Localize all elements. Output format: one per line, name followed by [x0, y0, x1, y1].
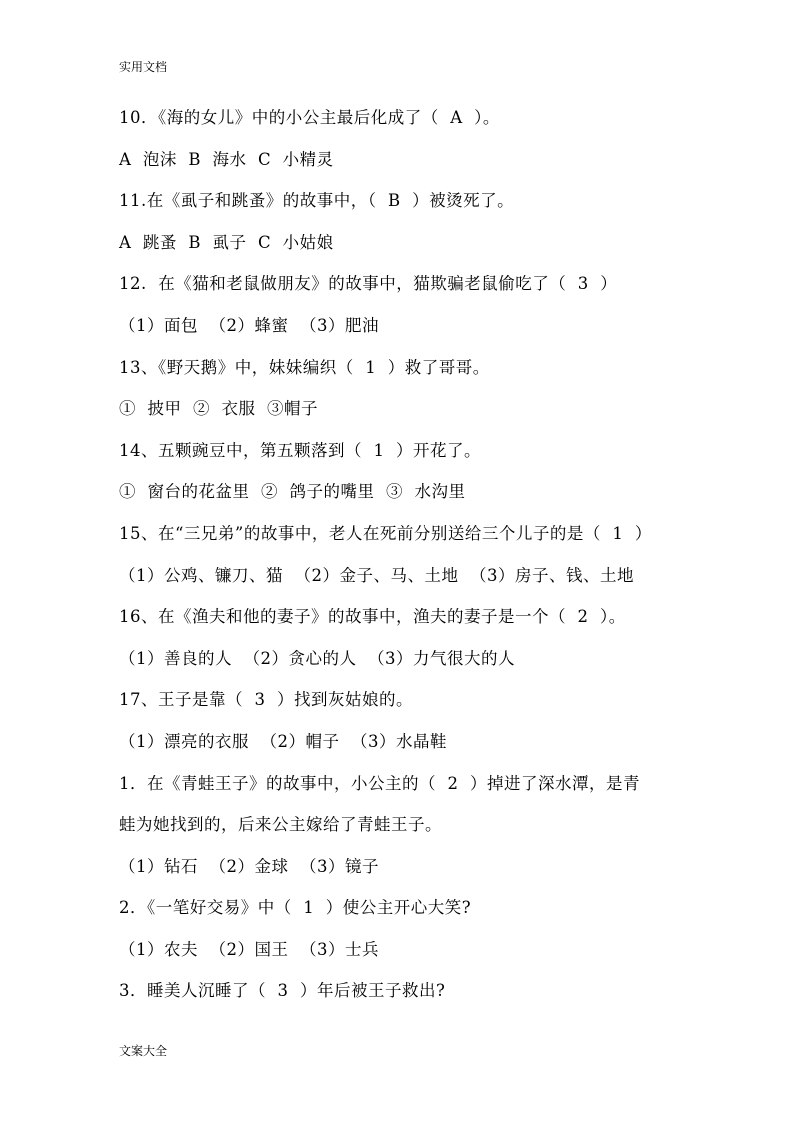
options-line: ① 披甲 ② 衣服 ③帽子: [119, 399, 318, 419]
options-line: ① 窗台的花盆里 ② 鸽子的嘴里 ③ 水沟里: [119, 482, 466, 502]
question-line: 17、王子是靠（ 3 ）找到灰姑娘的。: [119, 690, 413, 710]
document-body: [119, 104, 689, 1019]
options-line: A 泡沫 B 海水 C 小精灵: [119, 149, 334, 169]
options-line: A 跳蚤 B 虱子 C 小姑娘: [119, 232, 334, 252]
question-line: 10．《海的女儿》中的小公主最后化成了（ A ）。: [119, 108, 500, 127]
question-line: 16、在《渔夫和他的妻子》的故事中，渔夫的妻子是一个（ 2 ）。: [119, 607, 626, 627]
options-line: （1）钻石 （2）金球 （3）镜子: [119, 856, 379, 876]
options-line: （1）善良的人 （2）贪心的人 （3）力气很大的人: [119, 648, 515, 668]
options-line: （1）漂亮的衣服 （2）帽子 （3）水晶鞋: [119, 731, 447, 751]
question-line: 1．在《青蛙王子》的故事中，小公主的（ 2 ）掉进了深水潭，是青: [119, 773, 640, 793]
options-line: （1）面包 （2）蜂蜜 （3）肥油: [119, 315, 379, 335]
options-line: （1）公鸡、镰刀、猫 （2）金子、马、土地 （3）房子、钱、土地: [119, 565, 634, 585]
question-line: 13、《野天鹅》中，妹妹编织（ 1 ）救了哥哥。: [119, 357, 490, 377]
question-line: 14、五颗豌豆中，第五颗落到（ 1 ）开花了。: [119, 440, 481, 460]
question-line: 15、在“三兄弟”的故事中，老人在死前分别送给三个儿子的是（ 1 ）: [119, 523, 652, 543]
question-line: 12. 在《猫和老鼠做朋友》的故事中，猫欺骗老鼠偷吃了（ 3 ）: [119, 274, 618, 294]
question-line-continued: 蛙为她找到的，后来公主嫁给了青蛙王子。: [119, 815, 442, 835]
question-line: 11.在《虱子和跳蚤》的故事中，（ B ）被烫死了。: [119, 191, 515, 211]
options-line: （1）农夫 （2）国王 （3）士兵: [119, 939, 379, 959]
page-footer: 文案大全: [119, 1044, 168, 1058]
question-line: 3．睡美人沉睡了（ 3 ）年后被王子救出?: [119, 981, 446, 1001]
question-line: 2．《一笔好交易》中（ 1 ）使公主开心大笑?: [119, 898, 472, 918]
page-header: 实用文档: [119, 60, 168, 74]
